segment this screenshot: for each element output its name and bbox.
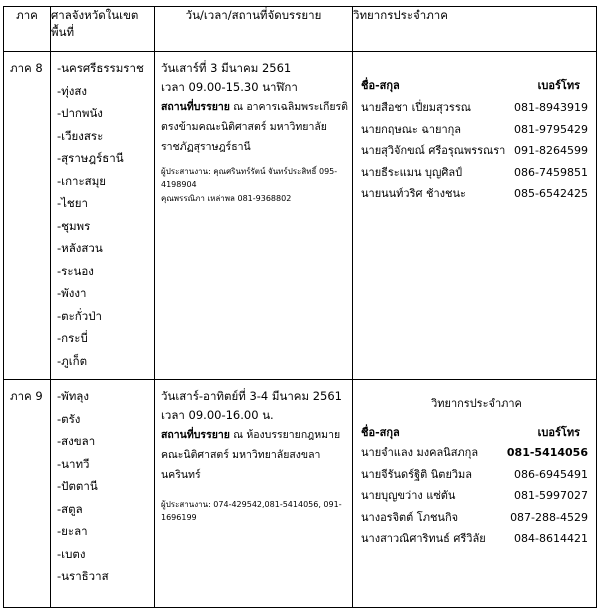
speaker-phone: 081-9795429: [514, 122, 588, 136]
coordinator-line: ผู้ประสานงาน: คุณศรินทร์รัตน์ จันทร์ประสิทธิ์ 095-4198904: [161, 167, 338, 189]
speaker-row: [361, 164, 592, 186]
speaker-row: [361, 466, 592, 488]
speaker-row: [361, 185, 592, 207]
speaker-phone: 081-5997027: [514, 489, 588, 502]
name-header: ชื่อ-สกุล: [361, 426, 400, 439]
province-item: -พังงา: [57, 286, 87, 300]
speaker-name: นายจีรันดร์ฐิติ นิตยวิมล: [361, 467, 473, 481]
header-schedule: วัน/เวลา/สถานที่จัดบรรยาย: [155, 7, 353, 52]
region-8-label: ภาค 8: [4, 52, 51, 380]
schedule-venue: [161, 97, 348, 157]
province-item: -ยะลา: [57, 524, 88, 538]
speaker-row: [361, 530, 592, 552]
speaker-phone: 084-8614421: [514, 532, 588, 545]
speaker-name: นางสาวณิศาริทนธ์ ศรีวิลัย: [361, 532, 486, 545]
schedule-venue: [161, 425, 348, 485]
region-9-label: ภาค 9: [4, 380, 51, 608]
province-item: -นาทวี: [57, 456, 90, 471]
speaker-name: นายสุวิจักขณ์ ศรีอรุณพรรณรา: [361, 144, 506, 157]
region-8-provinces: [51, 52, 155, 380]
speaker-phone: 085-6542425: [514, 187, 588, 200]
province-item: -กระบี่: [57, 331, 88, 345]
coordinator-line: ผู้ประสานงาน: 074-429542,081-5414056, 091-1696199: [161, 500, 342, 522]
speaker-name: นายสือชา เปี่ยมสุวรรณ: [361, 101, 471, 114]
province-item: -ปัตตานี: [57, 479, 98, 493]
speaker-row: [361, 444, 592, 466]
province-item: -สตูล: [57, 501, 83, 516]
province-item: -ตะกั่วป่า: [57, 308, 102, 323]
speaker-row: [361, 142, 592, 164]
region-8-schedule: [155, 52, 353, 380]
phone-header: เบอร์โทร: [537, 79, 580, 92]
speaker-name: นายจำแลง มงคลนิสภกุล: [361, 446, 479, 459]
province-item: -หลังสวน: [57, 241, 103, 255]
speaker-header: [361, 77, 592, 99]
speaker-name: นายธีระแมน บุญศิลป์: [361, 165, 463, 179]
schedule-date: วันเสาร์ที่ 3 มีนาคม 2561: [161, 61, 292, 75]
venue-text: ณ อาคารเฉลิมพระเกียรติ ตรงข้ามคณะนิติศาสตร์ มหาวิทยาลัยราชภัฏสุราษฎร์ธานี: [161, 101, 348, 153]
speaker-name: นางอรจิตต์ โภชนกิจ: [361, 510, 459, 524]
venue-label: สถานที่บรรยาย: [161, 429, 230, 441]
header-row: [4, 7, 597, 52]
province-item: -นราธิวาส: [57, 569, 109, 583]
speaker-row: [361, 121, 592, 143]
speaker-row: [361, 509, 592, 531]
province-item: -ชุมพร: [57, 218, 91, 233]
header-courts: ศาลจังหวัดในเขตพื้นที่: [51, 7, 155, 52]
speaker-row: [361, 99, 592, 121]
province-item: -สงขลา: [57, 434, 96, 448]
region-8-speakers: [353, 52, 597, 380]
name-header: ชื่อ-สกุล: [361, 79, 400, 92]
schedule-date: วันเสาร์-อาทิตย์ที่ 3-4 มีนาคม 2561: [161, 389, 342, 403]
province-item: -เวียงสระ: [57, 128, 104, 143]
province-item: -สุราษฎร์ธานี: [57, 151, 124, 165]
speaker-name: นายนนท์วริศ ช้างชนะ: [361, 187, 466, 200]
province-item: -ทุ่งสง: [57, 83, 87, 98]
province-item: -ปากพนัง: [57, 106, 103, 120]
speaker-name: นายกฤษณะ ฉายากุล: [361, 122, 462, 136]
region-9-row: [4, 380, 597, 608]
region-9-speakers: [353, 380, 597, 608]
speaker-name: นายบุญขว่าง แซ่ตัน: [361, 489, 456, 502]
speaker-phone: 081-8943919: [514, 101, 588, 114]
schedule-table: [3, 6, 597, 608]
phone-header: เบอร์โทร: [537, 426, 580, 439]
speaker-row: [361, 487, 592, 509]
region-9-schedule: [155, 380, 353, 608]
region-9-provinces: [51, 380, 155, 608]
speaker-header: [361, 424, 592, 444]
province-item: -นครศรีธรรมราช: [57, 61, 144, 75]
province-item: -พัทลุง: [57, 389, 89, 403]
header-region: ภาค: [4, 7, 51, 52]
venue-label: สถานที่บรรยาย: [161, 101, 230, 113]
coordinator-line: คุณพรรณิภา เหล่าพล 081-9368802: [161, 194, 292, 203]
region-8-row: [4, 52, 597, 380]
speaker-phone: 086-7459851: [514, 165, 588, 179]
province-item: -ระนอง: [57, 263, 94, 278]
speaker-phone: 081-5414056: [506, 446, 588, 459]
speaker-phone: 086-6945491: [514, 467, 588, 481]
province-item: -เบตง: [57, 546, 86, 561]
province-item: -เกาะสมุย: [57, 173, 107, 188]
speaker-phone: 091-8264599: [514, 144, 588, 157]
venue-text: ณ ห้องบรรยายกฎหมาย คณะนิติศาสตร์ มหาวิทยาลัยสงขลานครินทร์: [161, 429, 341, 481]
header-speakers: วิทยากรประจำภาค: [353, 7, 597, 52]
schedule-time: เวลา 09.00-15.30 นาฬิกา: [161, 80, 298, 94]
province-item: -ไชยา: [57, 196, 88, 210]
province-item: -ตรัง: [57, 411, 81, 426]
speakers-title: วิทยากรประจำภาค: [431, 397, 522, 410]
schedule-time: เวลา 09.00-16.00 น.: [161, 408, 274, 422]
speaker-phone: 087-288-4529: [510, 510, 588, 524]
province-item: -ภูเก็ต: [57, 353, 88, 368]
